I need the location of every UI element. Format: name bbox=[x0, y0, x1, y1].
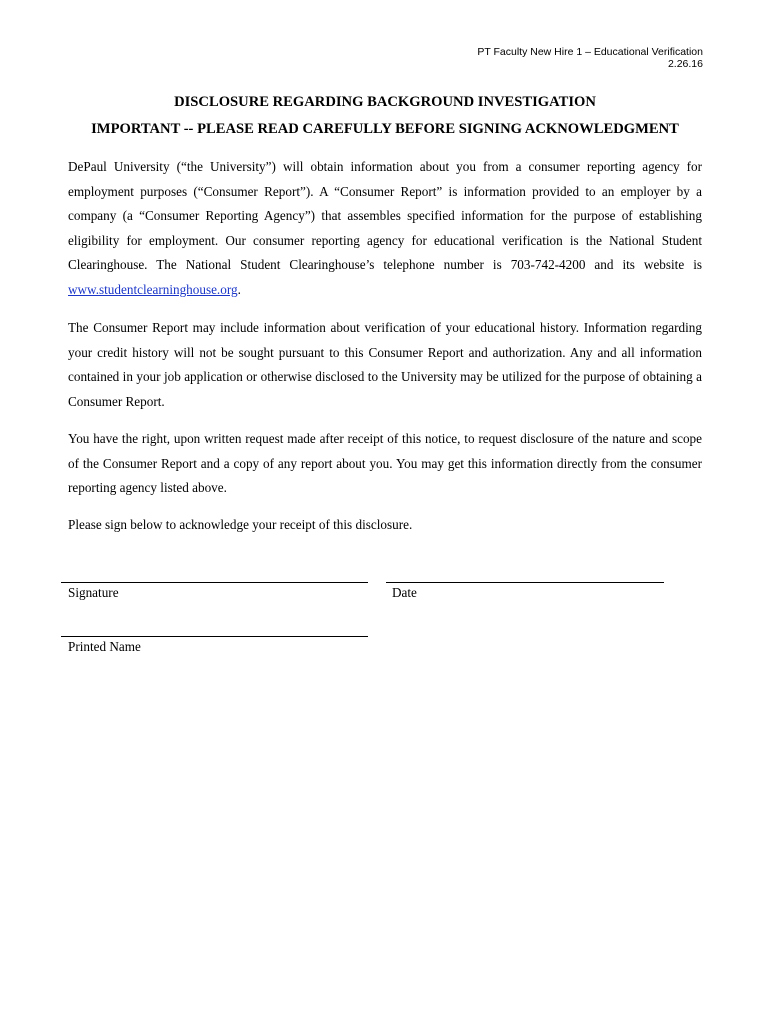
form-name: PT Faculty New Hire 1 – Educational Verification bbox=[477, 46, 703, 58]
clearinghouse-website-link[interactable]: www.studentclearninghouse.org bbox=[68, 281, 238, 297]
paragraph-1-text: DePaul University (“the University”) will obtain information about you from a consumer reporting agency for employment purposes (“Consumer Report”). A “Consumer Report” is information provided to an employer by a company (a “Consumer Reporting Agency”) that assembles specified information for the purpose of establishing eligibility for employment. Our consumer reporting agency for educational verification is the National Student Clearinghouse. The National Student Clearinghouse’s telephone number is 703-742-4200 and its website is bbox=[68, 159, 702, 273]
paragraph-1-end: . bbox=[237, 281, 241, 297]
paragraph-sign-instruction: Please sign below to acknowledge your receipt of this disclosure. bbox=[68, 517, 413, 532]
document-subtitle: IMPORTANT -- PLEASE READ CAREFULLY BEFORE SIGNING ACKNOWLEDGMENT bbox=[91, 121, 679, 137]
printed-name-line[interactable] bbox=[61, 636, 368, 637]
signature-label: Signature bbox=[68, 585, 119, 600]
paragraph-disclosure-rights: You have the right, upon written request made after receipt of this notice, to request disclosure of the nature and scope of the Consumer Report and a copy of any report about you. You may get this information directly from the consumer reporting agency listed above. bbox=[68, 431, 702, 496]
signature-line[interactable] bbox=[61, 582, 368, 583]
document-title: DISCLOSURE REGARDING BACKGROUND INVESTIGATION bbox=[174, 94, 596, 110]
printed-name-label: Printed Name bbox=[68, 639, 141, 654]
paragraph-report-contents: The Consumer Report may include information about verification of your educational history. Information regarding your credit history will not be sought pursuant to this Consumer Report and authorization. Any and all information contained in your job application or otherwise disclosed to the University may be utilized for the purpose of obtaining a Consumer Report. bbox=[68, 320, 702, 409]
date-line[interactable] bbox=[386, 582, 664, 583]
form-version: 2.26.16 bbox=[667, 58, 703, 70]
date-label: Date bbox=[392, 585, 417, 600]
paragraph-consumer-report-intro bbox=[68, 155, 702, 303]
form-reference bbox=[477, 46, 703, 70]
